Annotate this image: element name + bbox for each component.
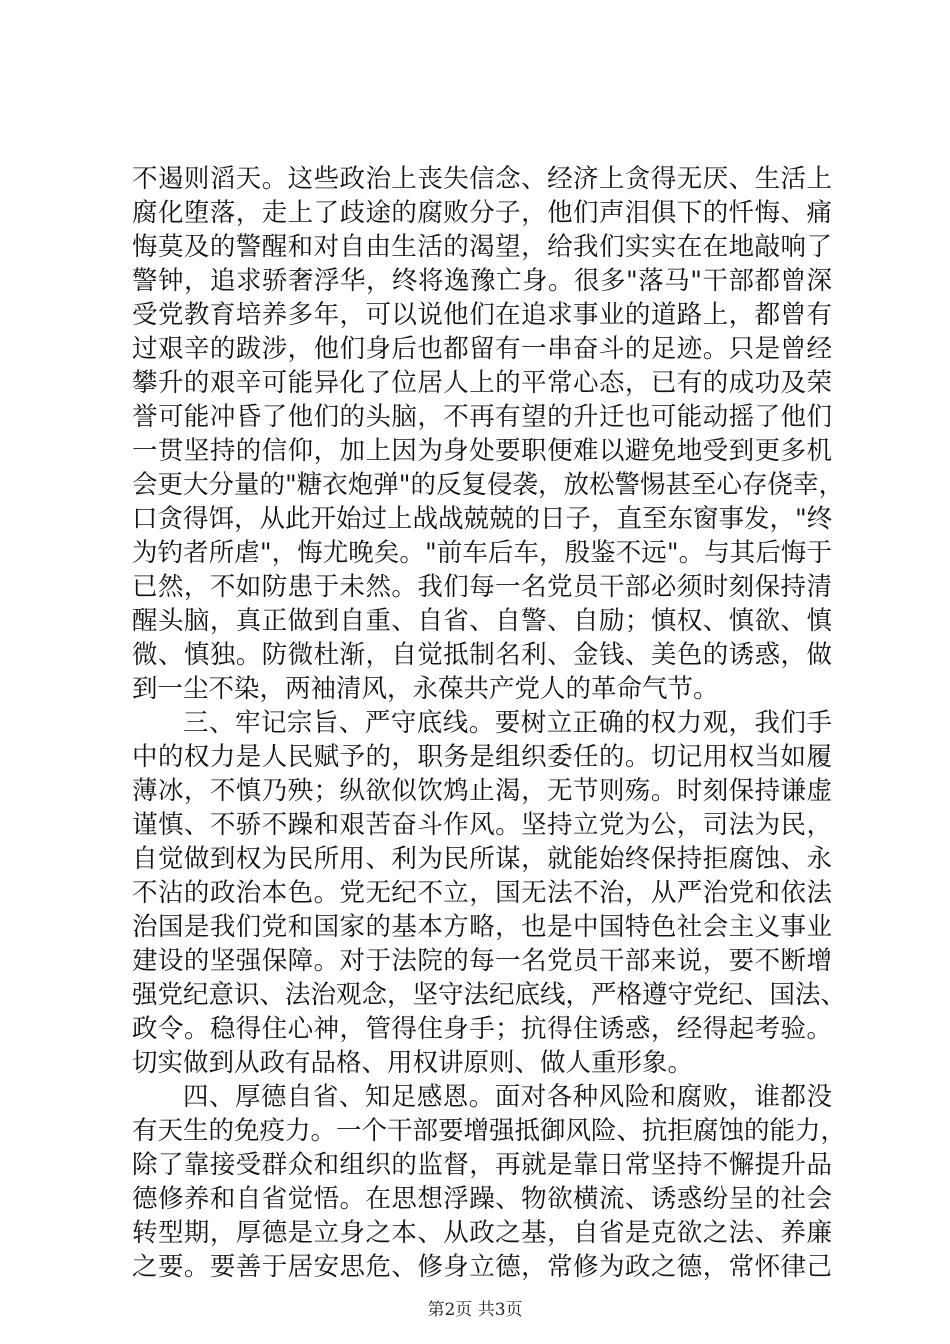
text-line: 除了靠接受群众和组织的监督，再就是靠日常坚持不懈提升品 — [132, 1150, 832, 1180]
text-line: 有天生的免疫力。一个干部要增强抵御风险、抗拒腐蚀的能力， — [132, 1116, 847, 1146]
text-line: 攀升的艰辛可能异化了位居人上的平常心态，已有的成功及荣 — [132, 368, 832, 398]
text-line: 政令。稳得住心神，管得住身手；抗得住诱惑，经得起考验。 — [132, 1014, 832, 1044]
text-line: 不沾的政治本色。党无纪不立，国无法不治，从严治党和依法 — [132, 878, 832, 908]
page-footer — [0, 1300, 950, 1320]
paragraph-2 — [132, 706, 847, 1080]
text-line: 到一尘不染，两袖清风，永葆共产党人的革命气节。 — [132, 674, 719, 704]
text-line: 之要。要善于居安思危、修身立德，常修为政之德，常怀律己 — [132, 1252, 832, 1282]
text-line: 治国是我们党和国家的基本方略，也是中国特色社会主义事业 — [132, 912, 832, 942]
text-line: 过艰辛的跋涉，他们身后也都留有一串奋斗的足迹。只是曾经 — [132, 334, 832, 364]
text-line: 三、牢记宗旨、严守底线。要树立正确的权力观，我们手 — [183, 708, 832, 738]
text-line: 一贯坚持的信仰，加上因为身处要职便难以避免地受到更多机 — [132, 436, 832, 466]
text-line: 薄冰，不慎乃殃；纵欲似饮鸩止渴，无节则殇。时刻保持谦虚 — [132, 776, 832, 806]
text-line: 微、慎独。防微杜渐，自觉抵制名利、金钱、美色的诱惑，做 — [132, 640, 832, 670]
text-line: 谨慎、不骄不躁和艰苦奋斗作风。坚持立党为公，司法为民， — [132, 810, 832, 840]
text-line: 已然，不如防患于未然。我们每一名党员干部必须时刻保持清 — [132, 572, 832, 602]
text-line: 悔莫及的警醒和对自由生活的渴望，给我们实实在在地敲响了 — [132, 232, 832, 262]
text-line: 不遏则滔天。这些政治上丧失信念、经济上贪得无厌、生活上 — [132, 164, 832, 194]
text-line: 自觉做到权为民所用、利为民所谋，就能始终保持拒腐蚀、永 — [132, 844, 832, 874]
text-line: 四、厚德自省、知足感恩。面对各种风险和腐败，谁都没 — [183, 1082, 832, 1112]
text-line: 腐化堕落，走上了歧途的腐败分子，他们声泪俱下的忏悔、痛 — [132, 198, 832, 228]
text-line: 中的权力是人民赋予的，职务是组织委任的。切记用权当如履 — [132, 742, 832, 772]
text-line: 警钟，追求骄奢浮华，终将逸豫亡身。很多"落马"干部都曾深 — [132, 266, 832, 296]
text-line: 德修养和自省觉悟。在思想浮躁、物欲横流、诱惑纷呈的社会 — [132, 1184, 832, 1214]
text-line: 醒头脑，真正做到自重、自省、自警、自励；慎权、慎欲、慎 — [132, 606, 832, 636]
paragraph-1 — [132, 162, 844, 706]
text-line: 口贪得饵，从此开始过上战战兢兢的日子，直至东窗事发，"终 — [132, 504, 833, 534]
text-line: 誉可能冲昏了他们的头脑，不再有望的升迁也可能动摇了他们 — [132, 402, 832, 432]
text-line: 建设的坚强保障。对于法院的每一名党员干部来说，要不断增 — [132, 946, 832, 976]
text-line: 会更大分量的"糖衣炮弹"的反复侵袭，放松警惕甚至心存侥幸， — [132, 470, 844, 500]
text-line: 转型期，厚德是立身之本、从政之基，自省是克欲之法、养廉 — [132, 1218, 832, 1248]
text-line: 强党纪意识、法治观念，坚守法纪底线，严格遵守党纪、国法、 — [132, 980, 847, 1010]
page-number-label: 第2页 共3页 — [427, 1300, 523, 1320]
paragraph-3 — [132, 1080, 847, 1284]
document-body — [132, 162, 847, 1284]
text-line: 为钓者所虐"，悔尤晚矣。"前车后车，殷鉴不远"。与其后悔于 — [132, 538, 832, 568]
text-line: 切实做到从政有品格、用权讲原则、做人重形象。 — [132, 1048, 694, 1078]
text-line: 受党教育培养多年，可以说他们在追求事业的道路上，都曾有 — [132, 300, 832, 330]
